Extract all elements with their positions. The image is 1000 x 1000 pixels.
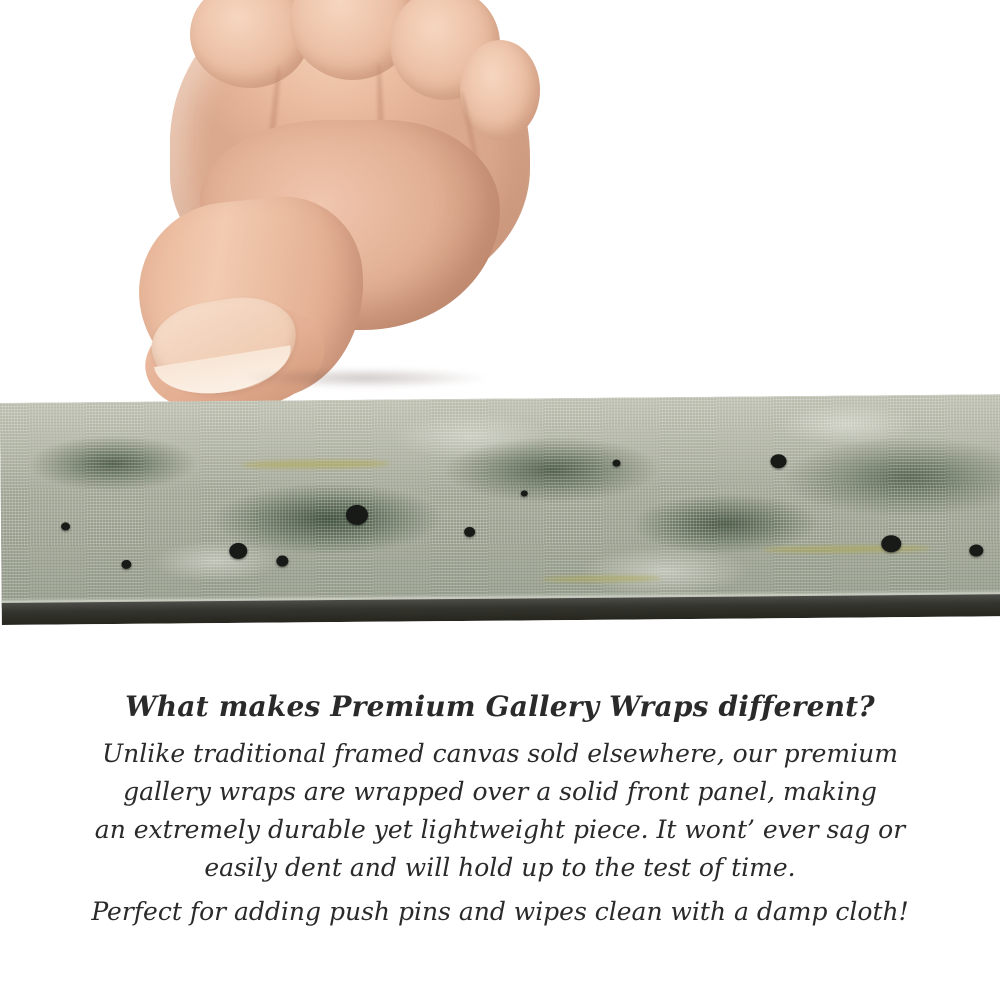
canvas-spot	[521, 490, 528, 496]
canvas-weave-texture	[0, 394, 1000, 608]
canvas-spot	[613, 460, 621, 467]
canvas-spot	[464, 527, 475, 537]
canvas-spot	[121, 560, 131, 569]
canvas-spot	[61, 522, 70, 530]
caption-line-3: an extremely durable yet lightweight piece. It wont’ ever sag or	[94, 815, 906, 844]
caption-block	[0, 690, 1000, 931]
caption-line-2: gallery wraps are wrapped over a solid front panel, making	[123, 777, 877, 806]
caption-title: What makes Premium Gallery Wraps different?	[125, 690, 875, 723]
canvas-spot	[229, 543, 247, 559]
canvas-spot	[881, 535, 901, 552]
caption-final-line: Perfect for adding push pins and wipes clean with a damp cloth!	[91, 897, 909, 926]
hand-contact-shadow	[240, 368, 490, 388]
canvas-edge-band	[0, 394, 1000, 625]
caption-line-4: easily dent and will hold up to the test of time.	[204, 853, 796, 882]
canvas-spot	[276, 555, 288, 566]
caption-line-1: Unlike traditional framed canvas sold elsewhere, our premium	[102, 739, 898, 768]
hand-illustration	[140, 0, 560, 420]
canvas-spot	[346, 505, 368, 525]
knuckle-4	[460, 40, 540, 140]
canvas-spot	[770, 454, 786, 468]
canvas-spot	[969, 544, 983, 556]
